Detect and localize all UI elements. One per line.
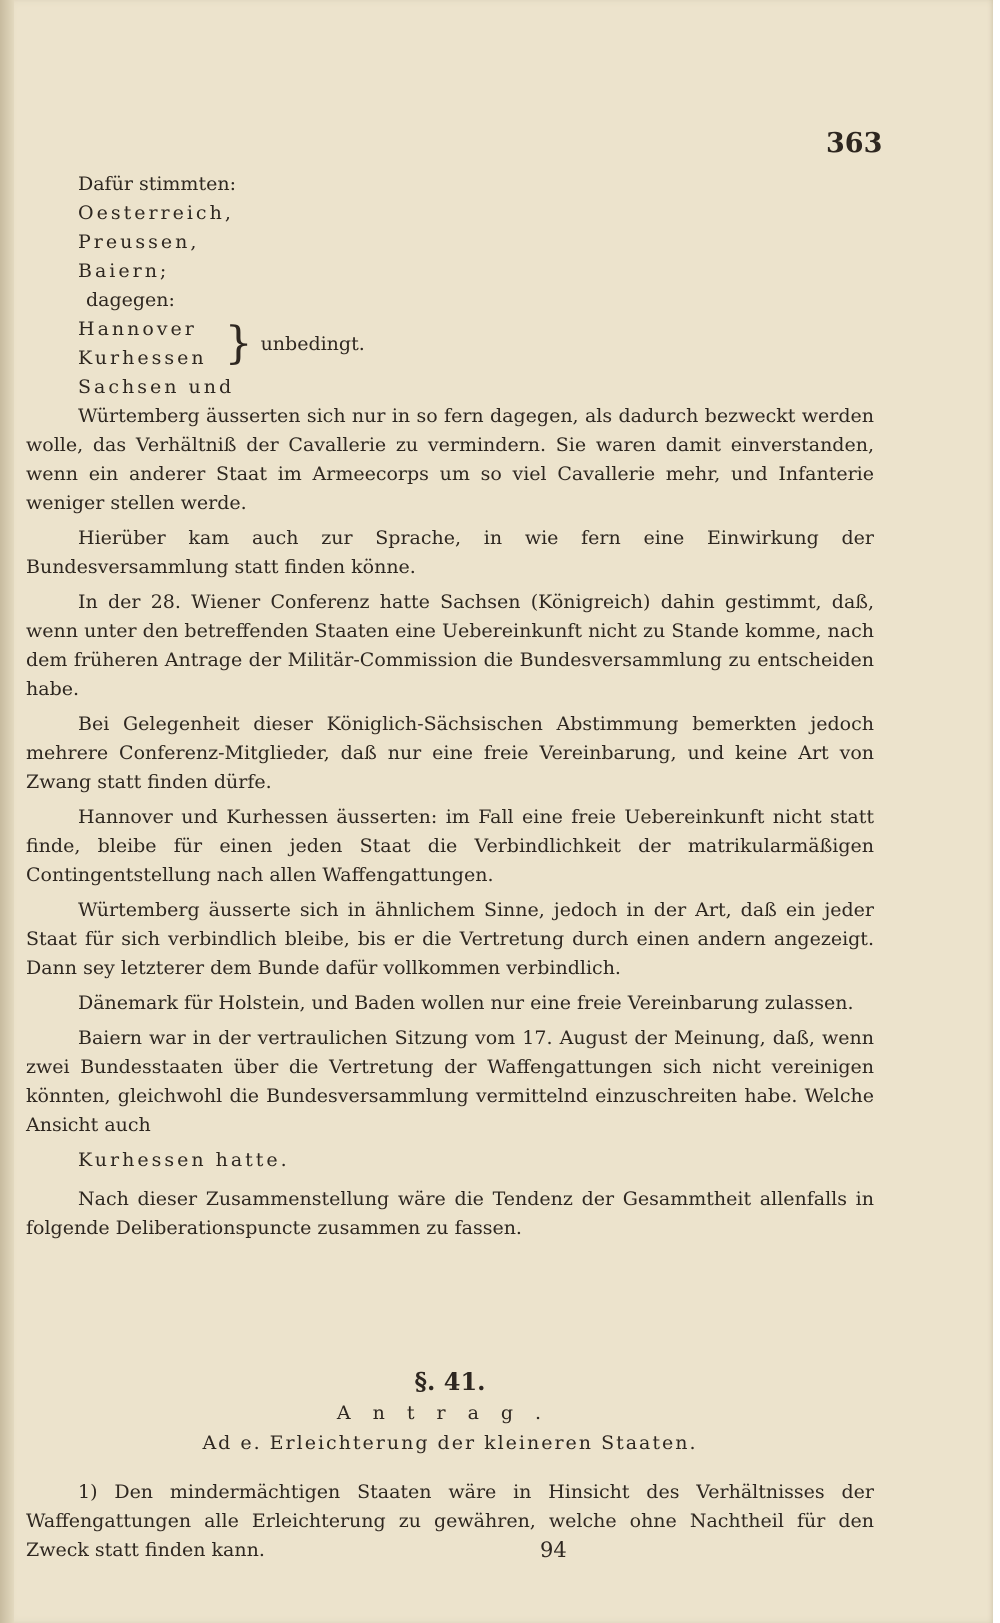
page-spine-shadow (0, 0, 14, 1623)
closing-paragraph: Nach dieser Zusammenstellung wäre die Tendenz der Gesammtheit allenfalls in folgende Deliberationspuncte zusammen zu fassen. (26, 1188, 874, 1239)
for-item: Oesterreich, (78, 202, 234, 224)
against-line: dagegen: (86, 289, 175, 311)
paragraph: Hierüber kam auch zur Sprache, in wie fern eine Einwirkung der Bundesversammlung statt finden könne. (26, 527, 874, 578)
signature-mark: 94 (540, 1538, 567, 1562)
paragraph: Würtemberg äusserte sich in ähnlichem Sinne, jedoch in der Art, daß ein jeder Staat für sich verbindlich bleibe, bis er die Vertretung durch einen andern angezeigt. Dann sey letzterer dem Bunde dafür vollkommen verbindlich. (26, 899, 874, 979)
curly-brace: } (224, 318, 253, 369)
numbered-item: 1) Den mindermächtigen Staaten wäre in Hinsicht des Verhältnisses der Waffengattungen alle Erleichterung zu gewähren, welche ohne Nachtheil für den Zweck statt finden kann. (26, 1481, 874, 1561)
paragraph: Hannover und Kurhessen äusserten: im Fall eine freie Uebereinkunft nicht statt finde, bleibe für einen jeden Staat die Verbindlichkeit der matrikularmäßigen Contingentstellung nach allen Waffengattungen. (26, 806, 874, 886)
group-note: unbedingt. (260, 332, 365, 355)
kurhessen-line: Kurhessen hatte. (78, 1149, 290, 1171)
body-text (26, 170, 874, 1249)
paragraph: In der 28. Wiener Conferenz hatte Sachsen (Königreich) dahin gestimmt, daß, wenn unter den betreffenden Staaten eine Uebereinkunft nicht zu Stande komme, nach dem früheren Antrage der Militär-Commission die Bundesversammlung zu entscheiden habe. (26, 591, 874, 700)
intro-line: Dafür stimmten: (78, 173, 236, 195)
against-name: Hannover (78, 318, 197, 340)
against-name: Kurhessen (78, 347, 207, 369)
against-group (78, 315, 874, 373)
page-number: 363 (826, 128, 883, 159)
against-names (78, 315, 207, 373)
section-block (26, 1367, 874, 1454)
section-subtitle: Antrag. (336, 1402, 564, 1424)
paragraph: Baiern war in der vertraulichen Sitzung vom 17. August der Meinung, daß, wenn zwei Bundesstaaten über die Vertretung der Waffengattungen sich nicht vereinigen könnten, gleichwohl die Bundesversammlung vermittelnd einzuschreiten habe. Welche Ansicht auch (26, 1027, 874, 1136)
paragraph: Dänemark für Holstein, und Baden wollen nur eine freie Vereinbarung zulassen. (78, 992, 854, 1014)
paragraph: Würtemberg äusserten sich nur in so fern dagegen, als dadurch bezweckt werden wolle, das Verhältniß der Cavallerie zu vermindern. Sie waren damit einverstanden, wenn ein anderer Staat im Armeecorps um so viel Cavallerie mehr, und Infanterie weniger stellen werde. (26, 405, 874, 514)
for-item: Baiern; (78, 260, 170, 282)
for-item: Preussen, (78, 231, 200, 253)
sachsen-line: Sachsen und (78, 376, 235, 398)
section-number: §. 41. (414, 1367, 486, 1396)
paragraph: Bei Gelegenheit dieser Königlich-Sächsischen Abstimmung bemerkten jedoch mehrere Conferenz-Mitglieder, daß nur eine freie Vereinbarung, und keine Art von Zwang statt finden dürfe. (26, 713, 874, 793)
section-heading: Ad e. Erleichterung der kleineren Staaten. (202, 1432, 698, 1454)
